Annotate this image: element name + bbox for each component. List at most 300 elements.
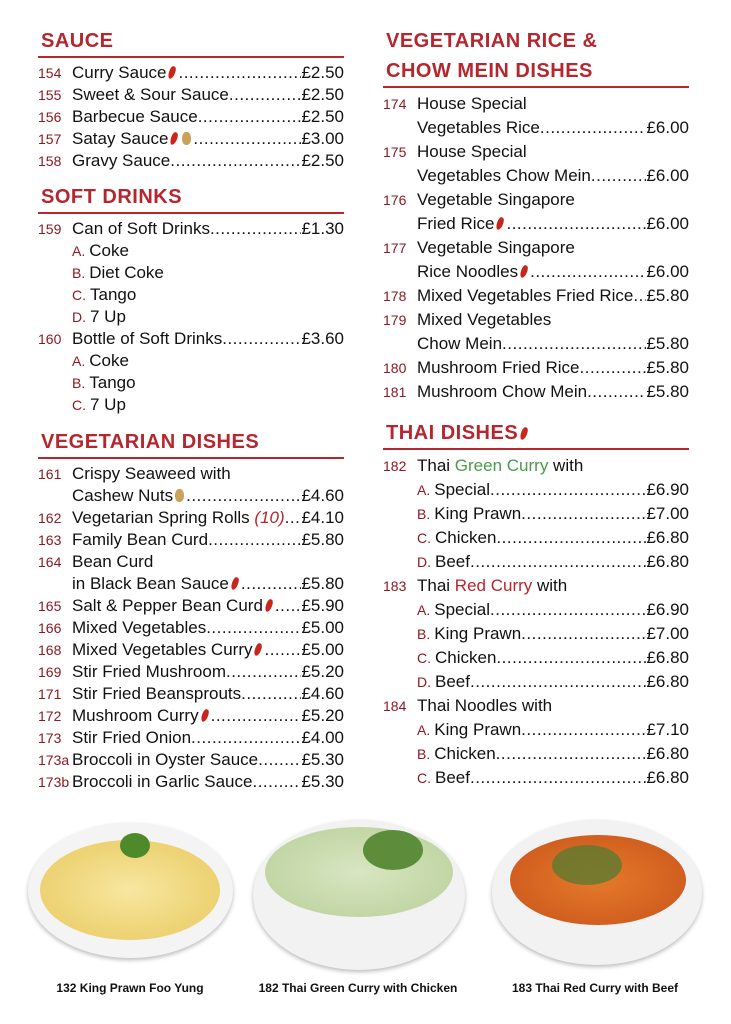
chili-icon — [519, 264, 529, 278]
option-letter: A. — [417, 482, 431, 498]
leader-dots — [470, 550, 646, 574]
item-name-text: Vegetarian Spring Rolls — [72, 508, 250, 527]
item-number: 178 — [383, 288, 407, 304]
item-name — [417, 284, 633, 308]
menu-items — [383, 450, 689, 790]
option-letter: C. — [72, 397, 86, 413]
menu-sub-item — [417, 550, 689, 574]
menu-item — [38, 150, 344, 172]
item-price: £3.60 — [301, 329, 344, 348]
menu-sub-item — [417, 646, 689, 670]
item-price: £5.30 — [301, 750, 344, 769]
leader-dots — [521, 502, 646, 526]
item-name-text: Stir Fried Onion — [72, 728, 192, 747]
menu-item — [38, 749, 344, 771]
item-price: £4.60 — [301, 486, 344, 505]
item-name-part: Green Curry — [454, 456, 549, 475]
item-name-text: Vegetables Rice — [417, 118, 540, 137]
menu-item — [383, 574, 689, 598]
peanut-icon — [182, 132, 191, 145]
menu-item-line2 — [72, 485, 344, 507]
peanut-icon — [175, 489, 184, 502]
option-letter: A. — [417, 722, 431, 738]
section-title — [38, 427, 344, 459]
leader-dots — [633, 284, 646, 308]
item-price: £6.00 — [646, 214, 689, 233]
item-number: 173b — [38, 774, 70, 790]
item-number: 183 — [383, 578, 407, 594]
option-name: King Prawn — [434, 720, 522, 739]
item-name-text: House Special — [417, 94, 527, 113]
item-name — [72, 328, 222, 350]
menu-sub-item — [72, 350, 344, 372]
menu-item — [38, 62, 344, 84]
menu-item — [38, 771, 344, 793]
chili-icon — [167, 65, 177, 79]
menu-sub-item — [72, 372, 344, 394]
option-letter: B. — [72, 265, 86, 281]
item-name — [72, 485, 186, 507]
item-number: 159 — [38, 221, 62, 237]
item-name — [417, 356, 580, 380]
item-price: £2.50 — [301, 63, 344, 82]
item-number: 166 — [38, 620, 62, 636]
item-name-text: Cashew Nuts — [72, 486, 174, 505]
menu-sub-item — [417, 478, 689, 502]
menu-sub-item — [417, 766, 689, 790]
item-number: 177 — [383, 240, 407, 256]
item-name — [417, 236, 575, 260]
item-name — [417, 140, 527, 164]
item-name — [417, 188, 575, 212]
menu-item — [38, 705, 344, 727]
menu-item — [383, 188, 689, 212]
option-price: £6.90 — [646, 600, 689, 619]
section-thai-dishes — [383, 418, 689, 790]
item-name — [72, 128, 193, 150]
item-price: £4.00 — [301, 728, 344, 747]
item-name — [417, 92, 527, 116]
item-name-part: Thai Noodles with — [417, 696, 553, 715]
leader-dots — [506, 212, 646, 236]
photo-caption: 183 Thai Red Curry with Beef — [511, 981, 679, 995]
item-name — [417, 574, 567, 598]
item-name-text: Bottle of Soft Drinks — [72, 329, 223, 348]
menu-item — [38, 727, 344, 749]
item-number: 160 — [38, 331, 62, 347]
item-name-part: Red Curry — [454, 576, 533, 595]
item-name — [72, 573, 241, 595]
item-name-text: Rice Noodles — [417, 262, 519, 281]
section-title-text: VEGETARIAN RICE & — [386, 30, 598, 52]
item-name — [72, 106, 198, 128]
item-name — [72, 551, 153, 573]
item-name-text: Mixed Vegetables Fried Rice — [417, 286, 634, 305]
item-name-text: Mushroom Fried Rice — [417, 358, 580, 377]
menu-sub-item — [72, 306, 344, 328]
chili-icon — [253, 642, 263, 656]
section-title — [38, 26, 344, 58]
leader-dots — [490, 478, 646, 502]
item-name — [72, 617, 206, 639]
item-price: £5.80 — [646, 334, 689, 353]
item-name-text: Mushroom Curry — [72, 706, 199, 725]
leader-dots — [211, 705, 302, 727]
item-name-text: Stir Fried Mushroom — [72, 662, 226, 681]
section-title-text: VEGETARIAN DISHES — [41, 431, 260, 453]
item-price: £4.10 — [301, 508, 344, 527]
item-price: £5.20 — [301, 662, 344, 681]
item-number: 180 — [383, 360, 407, 376]
item-price: £5.00 — [301, 618, 344, 637]
leader-dots — [285, 507, 302, 529]
leader-dots — [198, 106, 302, 128]
item-price: £4.60 — [301, 684, 344, 703]
leader-dots — [252, 771, 301, 793]
item-name — [72, 595, 275, 617]
item-name — [72, 507, 285, 529]
item-number: 156 — [38, 109, 62, 125]
leader-dots — [258, 749, 301, 771]
option-name: 7 Up — [90, 307, 126, 326]
option-name: Chicken — [434, 744, 496, 763]
item-price: £5.80 — [646, 286, 689, 305]
item-name-text: Salt & Pepper Bean Curd — [72, 596, 263, 615]
menu-item — [383, 284, 689, 308]
menu-item — [38, 617, 344, 639]
leader-dots — [186, 485, 301, 507]
leader-dots — [226, 661, 301, 683]
item-number: 164 — [38, 554, 62, 570]
menu-item — [38, 128, 344, 150]
leader-dots — [580, 356, 647, 380]
option-letter: D. — [72, 309, 86, 325]
menu-sub-item — [417, 598, 689, 622]
leader-dots — [496, 742, 647, 766]
item-number: 175 — [383, 144, 407, 160]
item-name — [417, 694, 552, 718]
leader-dots — [502, 332, 646, 356]
option-price: £7.10 — [646, 720, 689, 739]
option-price: £6.80 — [646, 744, 689, 763]
item-name-text: Broccoli in Garlic Sauce — [72, 772, 253, 791]
leader-dots — [206, 617, 301, 639]
item-name-text: Bean Curd — [72, 552, 154, 571]
item-name-text: Satay Sauce — [72, 129, 169, 148]
menu-item — [383, 92, 689, 116]
item-number: 163 — [38, 532, 62, 548]
option-name: Special — [434, 480, 490, 499]
menu-item — [38, 595, 344, 617]
chili-icon — [200, 708, 210, 722]
item-price: £6.00 — [646, 166, 689, 185]
section-sauce — [38, 26, 344, 172]
option-name: Tango — [89, 373, 136, 392]
section-title-text: SAUCE — [41, 30, 114, 52]
option-price: £7.00 — [646, 504, 689, 523]
menu-item — [383, 694, 689, 718]
item-number: 157 — [38, 131, 62, 147]
option-name: King Prawn — [434, 504, 522, 523]
item-name-text: Broccoli in Oyster Sauce — [72, 750, 259, 769]
photo-caption: 182 Thai Green Curry with Chicken — [258, 981, 458, 995]
section-vegetarian-rice-chow-mein — [383, 26, 689, 404]
item-name-text: Mixed Vegetables — [72, 618, 207, 637]
menu-item-line2 — [417, 116, 689, 140]
item-number: 158 — [38, 153, 62, 169]
menu-sub-item — [417, 718, 689, 742]
menu-item — [38, 328, 344, 350]
item-name — [72, 463, 231, 485]
option-name: Coke — [89, 241, 129, 260]
menu-items — [383, 88, 689, 404]
menu-sub-item — [417, 742, 689, 766]
menu-item — [38, 84, 344, 106]
photo-thai-red-curry — [492, 815, 712, 975]
section-soft-drinks — [38, 182, 344, 416]
option-letter: D. — [417, 554, 431, 570]
item-name-text: Gravy Sauce — [72, 151, 171, 170]
item-name — [417, 332, 502, 356]
item-number: 176 — [383, 192, 407, 208]
chili-icon — [519, 426, 529, 440]
option-letter: D. — [417, 674, 431, 690]
item-name-text: Vegetables Chow Mein — [417, 166, 591, 185]
item-number: 154 — [38, 65, 62, 81]
leader-dots — [490, 598, 646, 622]
option-letter: C. — [417, 530, 431, 546]
item-price: £2.50 — [301, 85, 344, 104]
item-name-part: Thai — [417, 576, 455, 595]
item-name-text: Curry Sauce — [72, 63, 167, 82]
option-name: Beef — [435, 552, 470, 571]
option-letter: A. — [417, 602, 431, 618]
item-name — [72, 683, 241, 705]
item-name-text: Sweet & Sour Sauce — [72, 85, 229, 104]
option-name: Tango — [90, 285, 137, 304]
option-letter: B. — [72, 375, 86, 391]
item-name — [72, 705, 211, 727]
item-name-text: in Black Bean Sauce — [72, 574, 229, 593]
section-title-text: CHOW MEIN DISHES — [386, 60, 593, 82]
item-name — [72, 771, 252, 793]
section-vegetarian-dishes — [38, 427, 344, 793]
option-price: £6.80 — [646, 648, 689, 667]
menu-item-line2 — [72, 573, 344, 595]
menu-sub-item — [417, 502, 689, 526]
item-name-text: Mixed Vegetables — [417, 310, 552, 329]
menu-sub-item — [417, 526, 689, 550]
item-name — [417, 380, 587, 404]
option-letter: C. — [72, 287, 86, 303]
item-price: £6.00 — [646, 262, 689, 281]
leader-dots — [470, 670, 646, 694]
item-name — [417, 212, 506, 236]
item-name — [417, 116, 540, 140]
section-title-text: SOFT DRINKS — [41, 186, 183, 208]
item-price: £5.80 — [646, 358, 689, 377]
leader-dots — [208, 529, 301, 551]
item-number: 155 — [38, 87, 62, 103]
item-price: £5.90 — [301, 596, 344, 615]
menu-item — [383, 380, 689, 404]
item-name — [417, 260, 530, 284]
menu-item — [38, 529, 344, 551]
menu-items — [38, 214, 344, 416]
menu-item — [38, 106, 344, 128]
leader-dots — [222, 328, 301, 350]
leader-dots — [587, 380, 646, 404]
menu-item — [38, 661, 344, 683]
item-name — [72, 529, 208, 551]
photo-thai-green-curry — [253, 815, 473, 975]
leader-dots — [530, 260, 646, 284]
option-letter: A. — [72, 243, 86, 259]
menu-sub-item — [72, 394, 344, 416]
menu-item — [38, 639, 344, 661]
section-title — [38, 182, 344, 214]
item-name — [72, 84, 229, 106]
menu-item — [38, 683, 344, 705]
option-letter: C. — [417, 650, 431, 666]
section-title — [383, 418, 689, 450]
item-number: 182 — [383, 458, 407, 474]
leader-dots — [275, 595, 302, 617]
menu-item — [38, 463, 344, 485]
menu-item — [383, 308, 689, 332]
item-name — [72, 218, 210, 240]
option-name: Beef — [435, 768, 470, 787]
menu-item-line2 — [417, 332, 689, 356]
option-name: Beef — [435, 672, 470, 691]
menu-item — [383, 356, 689, 380]
menu-item-line2 — [417, 260, 689, 284]
menu-item-line2 — [417, 212, 689, 236]
item-number: 171 — [38, 686, 62, 702]
item-name-text: Family Bean Curd — [72, 530, 209, 549]
menu-item — [38, 507, 344, 529]
menu-sub-item — [417, 670, 689, 694]
item-name-text: Fried Rice — [417, 214, 495, 233]
item-name-text: Stir Fried Beansprouts — [72, 684, 242, 703]
chili-icon — [230, 576, 240, 590]
menu-sub-item — [72, 262, 344, 284]
item-number: 181 — [383, 384, 407, 400]
item-price: £6.00 — [646, 118, 689, 137]
option-letter: A. — [72, 353, 86, 369]
leader-dots — [496, 646, 646, 670]
item-name — [72, 749, 258, 771]
option-letter: B. — [417, 506, 431, 522]
item-price: £2.50 — [301, 151, 344, 170]
item-number: 179 — [383, 312, 407, 328]
menu-sub-item — [72, 240, 344, 262]
item-name — [72, 661, 226, 683]
item-name — [72, 150, 170, 172]
leader-dots — [591, 164, 647, 188]
leader-dots — [540, 116, 647, 140]
option-price: £6.80 — [646, 672, 689, 691]
item-name — [72, 62, 178, 84]
item-name-part: with — [548, 456, 584, 475]
item-name-part: Thai — [417, 456, 455, 475]
item-number: 165 — [38, 598, 62, 614]
item-number: 168 — [38, 642, 62, 658]
menu-sub-item — [72, 284, 344, 306]
option-price: £6.80 — [646, 768, 689, 787]
option-name: Special — [434, 600, 490, 619]
menu-sub-item — [417, 622, 689, 646]
item-note: (10) — [254, 508, 285, 527]
item-name-text: Vegetable Singapore — [417, 190, 575, 209]
item-name-text: Vegetable Singapore — [417, 238, 575, 257]
photo-caption: 132 King Prawn Foo Yung — [56, 981, 204, 995]
chili-icon — [495, 216, 505, 230]
option-name: 7 Up — [90, 395, 126, 414]
item-price: £3.00 — [301, 129, 344, 148]
item-name — [417, 454, 583, 478]
option-name: Chicken — [435, 528, 497, 547]
option-price: £7.00 — [646, 624, 689, 643]
item-name — [72, 727, 191, 749]
photo-king-prawn-foo-yung — [20, 815, 240, 975]
leader-dots — [170, 150, 301, 172]
item-name-text: Chow Mein — [417, 334, 503, 353]
option-name: Coke — [89, 351, 129, 370]
item-price: £2.50 — [301, 107, 344, 126]
item-name — [417, 308, 551, 332]
leader-dots — [193, 128, 301, 150]
leader-dots — [229, 84, 302, 106]
item-price: £5.20 — [301, 706, 344, 725]
leader-dots — [496, 526, 646, 550]
item-price: £5.80 — [646, 382, 689, 401]
menu-items — [38, 58, 344, 172]
option-name: King Prawn — [434, 624, 522, 643]
option-letter: B. — [417, 746, 431, 762]
item-name-text: Barbecue Sauce — [72, 107, 198, 126]
leader-dots — [264, 639, 301, 661]
item-price: £5.00 — [301, 640, 344, 659]
option-letter: C. — [417, 770, 431, 786]
leader-dots — [178, 62, 301, 84]
item-price: £5.30 — [301, 772, 344, 791]
leader-dots — [470, 766, 646, 790]
menu-item — [383, 140, 689, 164]
leader-dots — [521, 718, 646, 742]
menu-item-line2 — [417, 164, 689, 188]
item-price: £5.80 — [301, 574, 344, 593]
item-number: 184 — [383, 698, 407, 714]
item-name — [417, 164, 591, 188]
leader-dots — [210, 218, 302, 240]
chili-icon — [264, 598, 274, 612]
item-name-part: with — [532, 576, 568, 595]
menu-items — [38, 459, 344, 793]
menu-item — [383, 454, 689, 478]
section-title — [383, 26, 689, 88]
item-number: 172 — [38, 708, 62, 724]
item-price: £1.30 — [301, 219, 344, 238]
section-title-text: THAI DISHES — [386, 422, 519, 444]
item-number: 162 — [38, 510, 62, 526]
option-name: Chicken — [435, 648, 497, 667]
item-name-text: Mixed Vegetables Curry — [72, 640, 253, 659]
item-name-text: House Special — [417, 142, 527, 161]
item-number: 173a — [38, 752, 70, 768]
menu-item — [383, 236, 689, 260]
leader-dots — [241, 683, 301, 705]
